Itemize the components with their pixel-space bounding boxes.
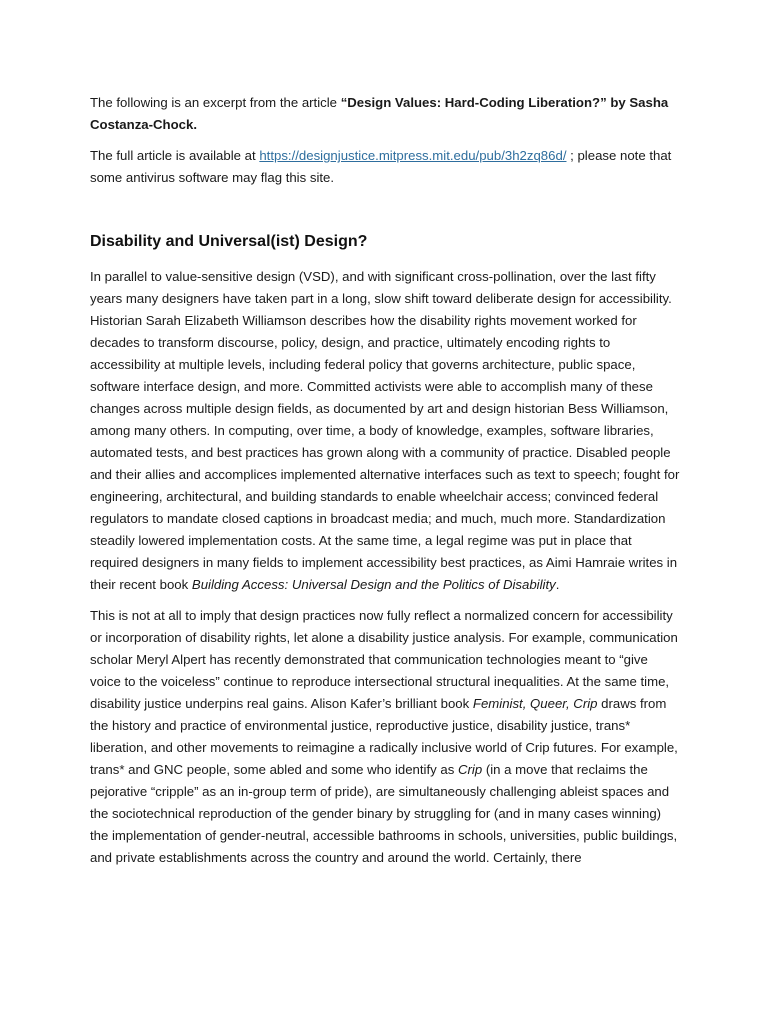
paragraph-2-text-c: (in a move that reclaims the pejorative “cripple” as an in-group term of pride), are simultaneously challenging ableist spaces and the sociotechnical reproduction of the gender binary by struggling for (and in many cases winning) the implementation of gender-neutral, accessible bathrooms in schools, universities, public buildings, and private establishments across the country and around the world. Certainly, there [90, 762, 678, 865]
section-heading: Disability and Universal(ist) Design? [90, 233, 368, 250]
notice-before-text: The full article is available at [90, 148, 260, 163]
notice-after-text: ; please note that some antivirus software may flag this site. [90, 148, 672, 185]
intro-paragraph [90, 92, 680, 136]
book-title-feminist-queer-crip: Feminist, Queer, Crip [472, 696, 598, 711]
body-paragraph-1 [90, 266, 680, 596]
paragraph-2-text-a: This is not at all to imply that design practices now fully reflect a normalized concern for accessibility or incorporation of disability rights, let alone a disability justice analysis. For example, communication scholar Meryl Alpert has recently demonstrated that communication technologies meant to “give voice to the voiceless” continue to reproduce intersectional structural inequalities. At the same time, disability justice underpins real gains. Alison Kafer’s brilliant book [90, 608, 678, 711]
paragraph-1-end: . [555, 577, 560, 592]
book-title-building-access: Building Access: Universal Design and the Politics of Disability [191, 577, 556, 592]
paragraph-1-text: In parallel to value-sensitive design (VSD), and with significant cross-pollination, over the last fifty years many designers have taken part in a long, slow shift toward deliberate design for accessibility. Historian Sarah Elizabeth Williamson describes how the disability rights movement worked for decades to transform discourse, policy, design, and practice, ultimately encoding rights to accessibility at multiple levels, including federal policy that governs architecture, public space, software interface design, and more. Committed activists were able to accomplish many of these changes across multiple design fields, as documented by art and design historian Bess Williamson, among many others. In computing, over time, a body of knowledge, examples, software libraries, automated tests, and best practices has grown along with a community of practice. Disabled people and their allies and accomplices implemented alternative interfaces such as text to speech; fought for engineering, architectural, and building standards to enable wheelchair access; convinced federal regulators to mandate closed captions in broadcast media; and much, much more. Standardization steadily lowered implementation costs. At the same time, a legal regime was put in place that required designers in many fields to implement accessibility best practices, as Aimi Hamraie writes in their recent book [90, 269, 680, 592]
availability-notice [90, 145, 680, 189]
body-paragraph-2 [90, 605, 680, 869]
intro-text: The following is an excerpt from the article [90, 95, 341, 110]
article-link[interactable]: https://designjustice.mitpress.mit.edu/pub/3h2zq86d/ [259, 148, 567, 163]
paragraph-2-text-b: draws from the history and practice of environmental justice, reproductive justice, disability justice, trans* liberation, and other movements to reimagine a radically inclusive world of Crip futures. For example, trans* and GNC people, some abled and some who identify as [90, 696, 678, 777]
crip-term: Crip [458, 762, 483, 777]
article-citation: “Design Values: Hard-Coding Liberation?” by Sasha Costanza-Chock. [90, 95, 669, 132]
